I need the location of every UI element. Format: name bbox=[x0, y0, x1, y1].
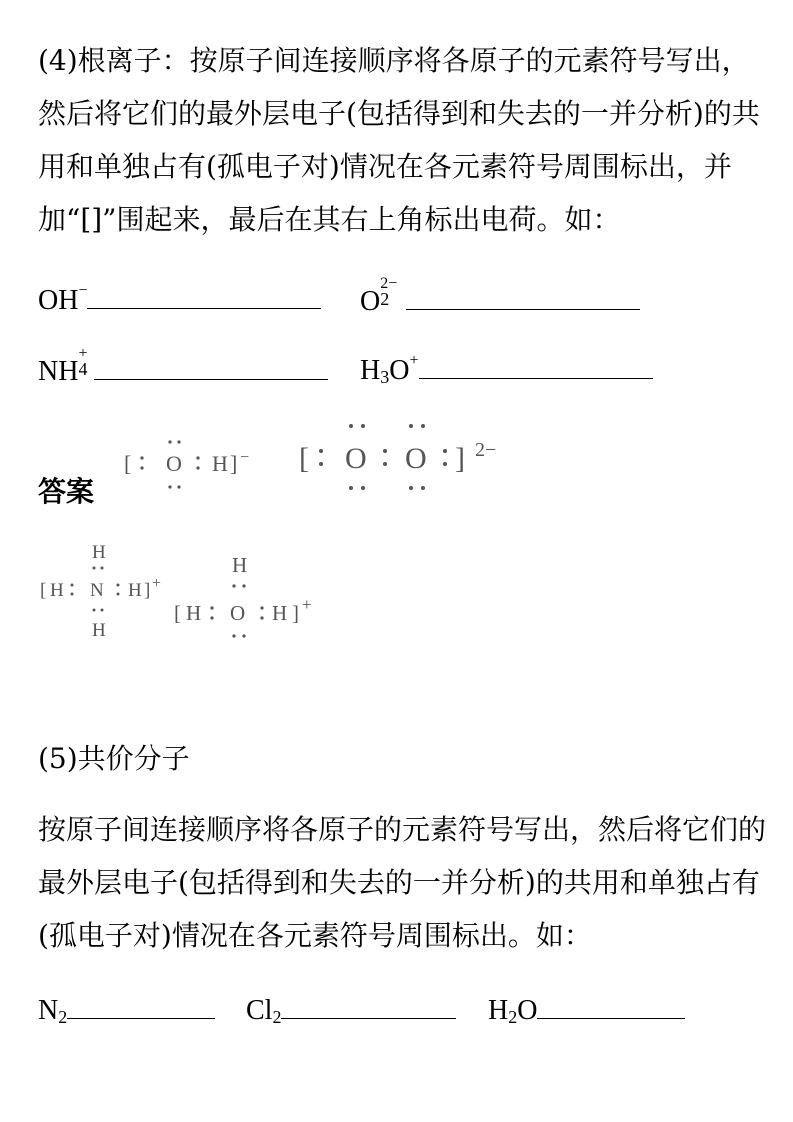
answer-blank[interactable] bbox=[94, 378, 328, 380]
oh-charge: − bbox=[78, 282, 88, 299]
lewis-nh4 bbox=[38, 538, 178, 648]
item-h3o bbox=[360, 352, 653, 388]
bracket-close: ] bbox=[230, 451, 238, 476]
n2-sub: 2 bbox=[58, 1007, 68, 1027]
h2o-o: O bbox=[517, 995, 538, 1026]
h3o-charge: + bbox=[409, 352, 419, 369]
lewis-h3o bbox=[172, 552, 342, 652]
hydrogen-atom: H bbox=[92, 542, 106, 563]
bracket-open: [ bbox=[299, 442, 309, 475]
bracket-close: ] bbox=[144, 580, 151, 601]
nh4-supsub: + 4 bbox=[78, 345, 88, 380]
answer-label: 答案 bbox=[38, 475, 95, 508]
bracket-open: [ bbox=[174, 601, 181, 625]
nitrogen-atom: N bbox=[90, 580, 104, 601]
item-oh bbox=[38, 282, 321, 317]
hydrogen-atom: H bbox=[128, 580, 142, 601]
oh-formula: OH bbox=[38, 285, 79, 316]
item-h2o bbox=[488, 995, 685, 1028]
hydrogen-atom: H bbox=[212, 451, 228, 476]
charge: + bbox=[152, 575, 162, 592]
bracket-close: ] bbox=[292, 601, 299, 625]
item-nh4 bbox=[38, 345, 328, 388]
answer-blank[interactable] bbox=[419, 377, 653, 379]
bracket-close: ] bbox=[455, 442, 465, 475]
h3o-o: O bbox=[389, 355, 410, 386]
cl2-sub: 2 bbox=[272, 1007, 282, 1027]
hydrogen-atom: H bbox=[92, 620, 106, 641]
answer-blank[interactable] bbox=[406, 308, 640, 310]
h2o-h: H bbox=[488, 995, 509, 1026]
answer-blank[interactable] bbox=[537, 1017, 685, 1019]
oxygen-atom: O bbox=[230, 601, 246, 625]
bracket-open: [ bbox=[40, 580, 47, 601]
section4-paragraph: (4)根离子：按原子间连接顺序将各原子的元素符号写出，然后将它们的最外层电子(包括得到和失去的一并分析)的共用和单独占有(孤电子对)情况在各元素符号周围标出，并加“[]”围起来，最后在其右上角标出电荷。如： bbox=[38, 44, 760, 236]
answer-blank[interactable] bbox=[87, 307, 321, 309]
item-cl2 bbox=[246, 995, 456, 1028]
oxygen-atom: O bbox=[166, 451, 182, 476]
answer-blank[interactable] bbox=[67, 1017, 215, 1019]
hydrogen-atom: H bbox=[232, 553, 248, 577]
item-o2 bbox=[360, 275, 640, 318]
lewis-o2 bbox=[295, 418, 525, 498]
lewis-oh bbox=[120, 428, 280, 498]
nh4-formula: NH bbox=[38, 356, 79, 387]
charge: 2− bbox=[475, 439, 497, 461]
hydrogen-atom: H bbox=[272, 601, 288, 625]
section5-title: (5)共价分子 bbox=[38, 742, 190, 775]
o2-formula: O bbox=[360, 286, 381, 317]
n2-formula: N bbox=[38, 995, 59, 1026]
h3o-sub: 3 bbox=[380, 367, 390, 387]
bracket-open: [ bbox=[124, 451, 132, 476]
h3o-h: H bbox=[360, 355, 381, 386]
hydrogen-atom: H bbox=[50, 580, 64, 601]
charge: − bbox=[240, 449, 250, 466]
oxygen-atom: O bbox=[405, 442, 427, 475]
h2o-sub: 2 bbox=[508, 1007, 518, 1027]
charge: + bbox=[302, 595, 312, 614]
o2-supsub: 2− 2 bbox=[380, 275, 398, 310]
answer-blank[interactable] bbox=[281, 1017, 456, 1019]
cl2-formula: Cl bbox=[246, 995, 273, 1026]
hydrogen-atom: H bbox=[186, 601, 202, 625]
item-n2 bbox=[38, 995, 215, 1028]
oxygen-atom: O bbox=[345, 442, 367, 475]
section5-paragraph: 按原子间连接顺序将各原子的元素符号写出，然后将它们的最外层电子(包括得到和失去的一并分析)的共用和单独占有(孤电子对)情况在各元素符号周围标出。如： bbox=[38, 813, 767, 952]
